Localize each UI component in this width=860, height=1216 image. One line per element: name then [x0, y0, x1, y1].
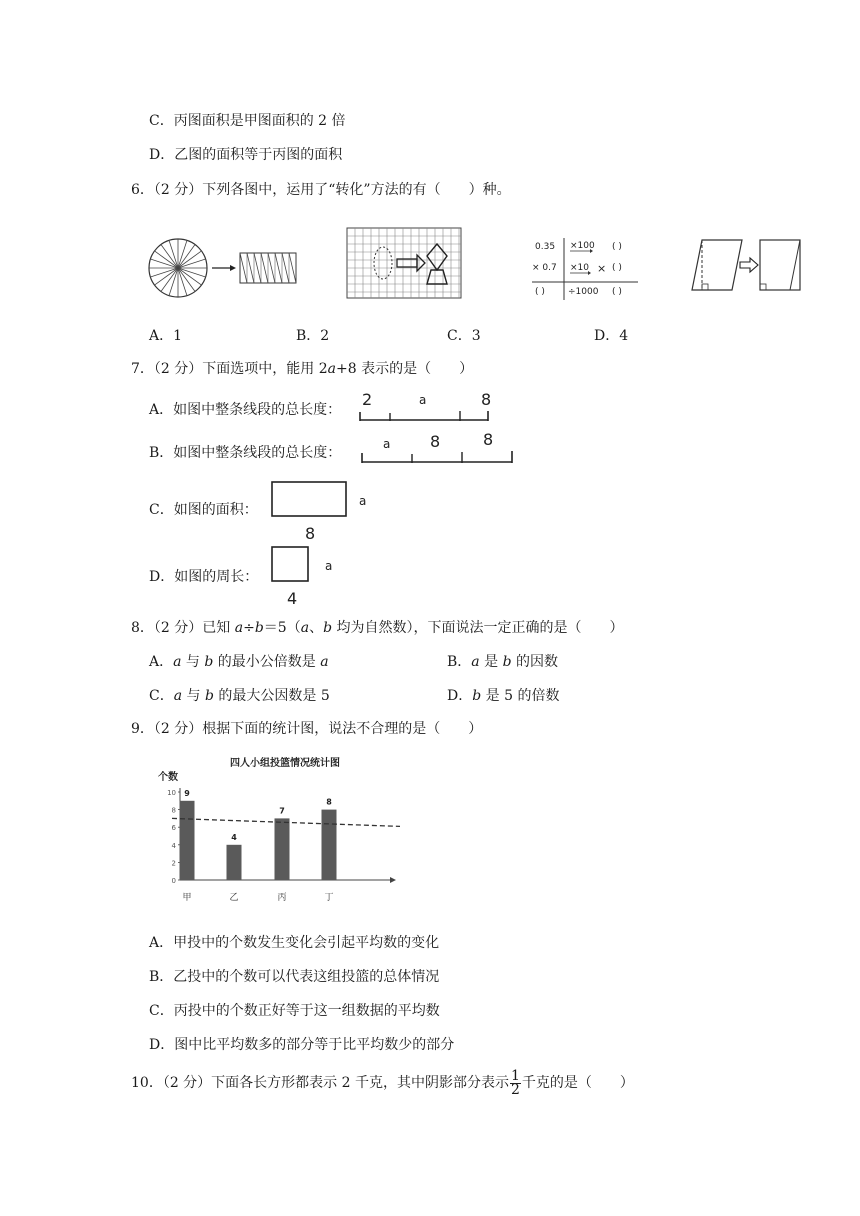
chart-data-label: 4: [231, 832, 237, 842]
q9-bar-chart: [150, 752, 420, 920]
chart-category-label: 甲: [182, 893, 192, 903]
chart-data-label: 7: [279, 806, 285, 816]
q8-option-d: D．b 是 5 的倍数: [447, 688, 560, 704]
chart-ytick-label: 8: [171, 806, 176, 815]
chart-bar: [275, 818, 290, 880]
q7-option-b-label-a: a: [383, 437, 391, 451]
q6-fig3-top-number: 0.35: [535, 242, 556, 252]
chart-bar: [227, 845, 242, 880]
q9-option-c: C．丙投中的个数正好等于这一组数据的平均数: [149, 1003, 440, 1019]
chart-category-label: 乙: [229, 893, 239, 903]
chart-ytick-label: 0: [171, 877, 176, 885]
q7-option-d-label-4: 4: [287, 589, 298, 608]
q7-option-a: A．如图中整条线段的总长度：: [149, 402, 342, 418]
chart-ytick-label: 4: [171, 841, 176, 850]
chart-ytick-label: 6: [171, 824, 176, 833]
q7-option-a-label-8: 8: [481, 390, 492, 409]
q7-stem: 7．（2 分）下面选项中，能用 2a+8 表示的是（ ）: [131, 361, 474, 377]
q6-fig3-paren-2: ( ): [612, 263, 622, 273]
chart-data-label: 8: [326, 797, 332, 807]
q10-stem: 10．（2 分）下面各长方形都表示 2 千克，其中阴影部分表示 $\frac{1}{2}$ 千克的是（ ）: [131, 1067, 634, 1098]
q5-option-d: D．乙图的面积等于丙图的面积: [149, 147, 343, 163]
q7-option-d-label-a: a: [325, 559, 333, 573]
q7-option-c-label-8: 8: [305, 524, 316, 543]
chart-ylabel: 个数: [158, 772, 178, 783]
chart-category-label: 丙: [277, 893, 287, 903]
q8-stem: 8．（2 分）已知 a÷b＝5（a、b 均为自然数），下面说法一定正确的是（ ）: [131, 620, 624, 636]
q6-fig3-paren-3: ( ): [612, 287, 622, 297]
chart-title: 四人小组投篮情况统计图: [230, 758, 340, 769]
q9-option-d: D．图中比平均数多的部分等于比平均数少的部分: [149, 1037, 455, 1053]
q9-option-a: A．甲投中的个数发生变化会引起平均数的变化: [149, 935, 440, 951]
q7-option-a-segment: [358, 408, 492, 424]
q5-option-c: C．丙图面积是甲图面积的 2 倍: [149, 113, 346, 129]
chart-ytick-label: 2: [171, 859, 176, 868]
chart-category-label: 丁: [324, 893, 334, 903]
chart-bar: [180, 801, 195, 880]
q9-option-b: B．乙投中的个数可以代表这组投篮的总体情况: [149, 969, 440, 985]
q7-option-c: C．如图的面积：: [149, 502, 258, 518]
q7-option-d-square: [270, 545, 310, 583]
q8-option-b: B．a 是 b 的因数: [447, 654, 558, 670]
q8-option-c: C．a 与 b 的最大公因数是 5: [149, 688, 330, 704]
q6-fig3-paren-1: ( ): [612, 242, 622, 252]
q6-fig3-paren-left: ( ): [535, 287, 545, 297]
q9-stem: 9．（2 分）根据下面的统计图，说法不合理的是（ ）: [131, 721, 483, 737]
chart-ytick-label: 10: [167, 789, 176, 797]
q6-figure-circle-transform: [148, 236, 300, 300]
q6-fig3-times-10: ×10: [570, 263, 589, 273]
q6-fig3-times-sign: ×: [597, 262, 607, 275]
chart-data-label: 9: [184, 788, 190, 798]
q10-fraction: $\frac{1}{2}$: [510, 1067, 520, 1098]
q6-option-c: C．3: [447, 328, 481, 344]
q7-option-d: D．如图的周长：: [149, 569, 259, 585]
q6-figure-parallelogram-to-rectangle: [688, 234, 810, 296]
q8-option-a: A．a 与 b 的最小公倍数是 a: [149, 654, 329, 670]
chart-bar: [322, 810, 337, 880]
q7-option-a-label-2: 2: [362, 390, 373, 409]
q7-option-c-label-a: a: [359, 494, 367, 508]
q6-option-d: D．4: [594, 328, 629, 344]
q6-figure-grid-translate: [345, 226, 463, 300]
q7-option-b: B．如图中整条线段的总长度：: [149, 445, 342, 461]
q6-fig3-div-1000: ÷1000: [568, 287, 599, 297]
q7-option-c-rectangle: [270, 480, 348, 518]
q6-option-a: A．1: [149, 328, 183, 344]
q6-figure-decimal-multiplication: [530, 236, 640, 302]
q7-option-b-label-8-second: 8: [483, 430, 494, 449]
q6-fig3-mid-number: × 0.7: [532, 263, 557, 273]
q6-fig3-times-100: ×100: [570, 241, 595, 251]
q6-stem: 6．（2 分）下列各图中，运用了“转化”方法的有（ ）种。: [131, 182, 511, 198]
q6-option-b: B．2: [296, 328, 330, 344]
q7-option-b-label-8-first: 8: [430, 432, 441, 451]
q7-option-a-label-a: a: [419, 393, 427, 407]
